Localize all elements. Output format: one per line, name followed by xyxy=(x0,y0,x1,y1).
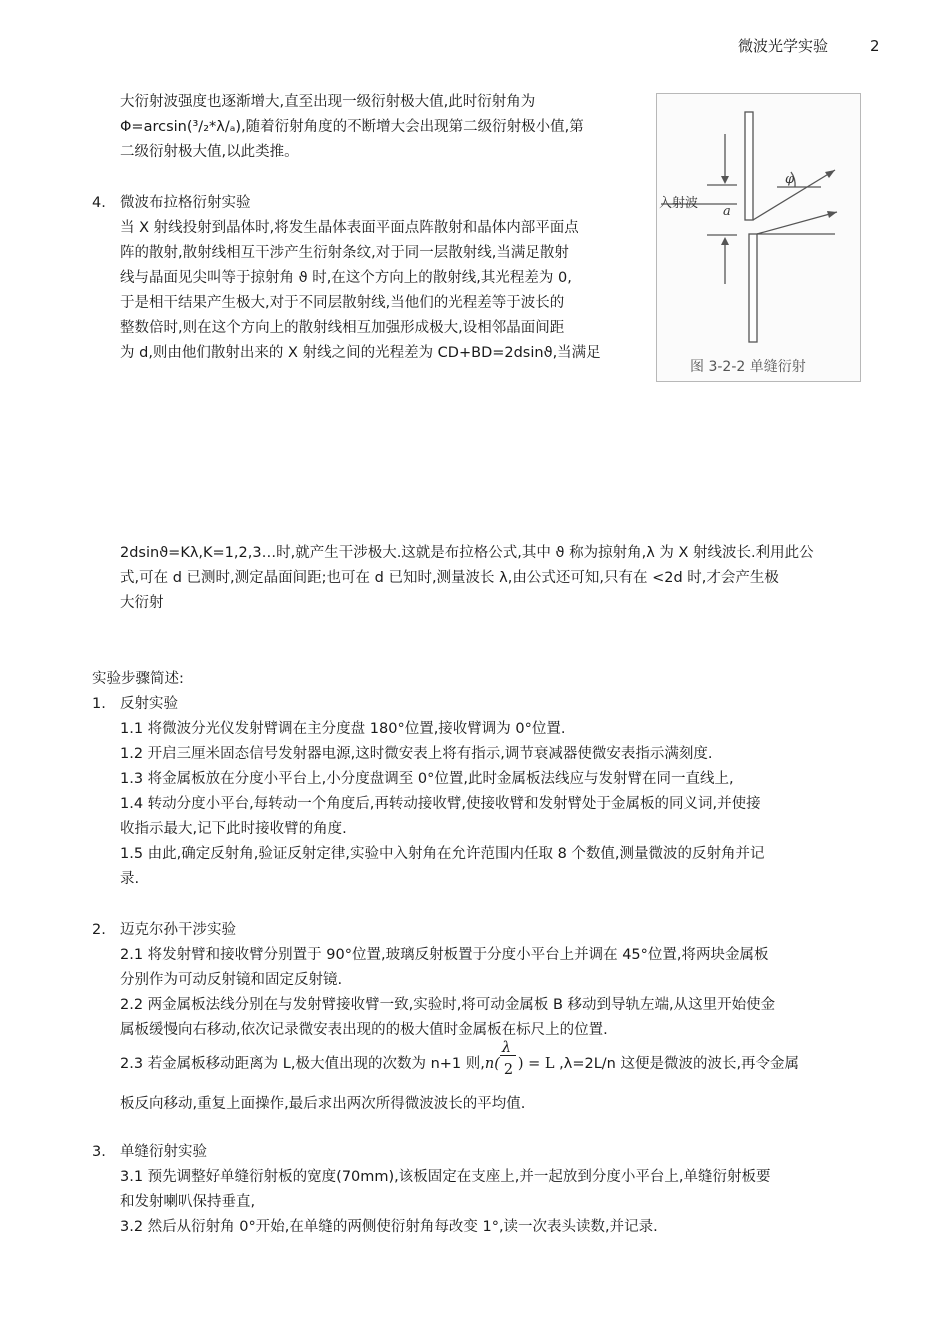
intro-line-3: 二级衍射极大值,以此类推。 xyxy=(120,144,299,160)
step-3-line: 3.1 预先调整好单缝衍射板的宽度(70mm),该板固定在支座上,并一起放到分度小平台上,单缝衍射板要 xyxy=(120,1169,771,1185)
step-2-3-line xyxy=(120,1040,800,1078)
section-4-line: 为 d,则由他们散射出来的 X 射线之间的光程差为 CD+BD=2dsinϑ,当满足 xyxy=(120,345,601,361)
single-slit-diagram xyxy=(657,94,860,381)
formula-n: n( xyxy=(484,1056,500,1072)
single-slit-figure xyxy=(656,93,861,382)
incident-wave-label: 入射波 xyxy=(659,196,699,211)
section-4-continuation: 大衍射 xyxy=(120,595,164,611)
section-4-number: 4. xyxy=(92,195,106,211)
fraction-bar xyxy=(500,1055,516,1056)
step-1-line: 1.2 开启三厘米固态信号发射器电源,这时微安表上将有指示,调节衰减器使微安表指示满刻度. xyxy=(120,746,713,762)
step-1-line: 1.5 由此,确定反射角,验证反射定律,实验中入射角在允许范围内任取 8 个数值,测量微波的反射角并记 xyxy=(120,846,765,862)
step-2-line: 板反向移动,重复上面操作,最后求出两次所得微波波长的平均值. xyxy=(120,1096,526,1112)
section-4-title: 微波布拉格衍射实验 xyxy=(120,195,251,211)
step-1-line: 收指示最大,记下此时接收臂的角度. xyxy=(120,821,347,837)
intro-line-2 xyxy=(120,117,584,137)
section-4-line: 整数倍时,则在这个方向上的散射线相互加强形成极大,设相邻晶面间距 xyxy=(120,320,565,336)
section-4-line: 阵的散射,散射线相互干涉产生衍射条纹,对于同一层散射线,当满足散射 xyxy=(120,245,569,261)
figure-caption: 图 3-2-2 单缝衍射 xyxy=(690,359,806,375)
step-1-line: 1.1 将微波分光仪发射臂调在主分度盘 180°位置,接收臂调为 0°位置. xyxy=(120,721,566,737)
step-2-title: 迈克尔孙干涉实验 xyxy=(120,922,236,938)
step-3-number: 3. xyxy=(92,1144,106,1160)
step-1-line: 1.3 将金属板放在分度小平台上,小分度盘调至 0°位置,此时金属板法线应与发射臂在同一直线上, xyxy=(120,771,734,787)
steps-heading: 实验步骤简述: xyxy=(92,671,184,687)
step-2-3-pre: 2.3 若金属板移动距离为 L,极大值出现的次数为 n+1 则, xyxy=(120,1056,485,1072)
section-4-line: 线与晶面见尖叫等于掠射角 ϑ 时,在这个方向上的散射线,其光程差为 0, xyxy=(120,270,572,286)
step-3-line: 3.2 然后从衍射角 0°开始,在单缝的两侧使衍射角每改变 1°,读一次表头读数,并记录. xyxy=(120,1219,658,1235)
slit-width-label: a xyxy=(723,204,731,219)
intro-line-1: 大衍射波强度也逐渐增大,直至出现一级衍射极大值,此时衍射角为 xyxy=(120,94,536,110)
lambda-over-two xyxy=(500,1040,518,1078)
formula-two: 2 xyxy=(503,1062,514,1078)
step-1-number: 1. xyxy=(92,696,106,712)
step-2-line: 分别作为可动反射镜和固定反射镜. xyxy=(120,972,343,988)
intro-line-2-text: ,随着衍射角度的不断增大会出现第二级衍射极小值,第 xyxy=(241,119,584,135)
section-4-continuation: 2dsinϑ=Kλ,K=1,2,3…时,就产生干涉极大.这就是布拉格公式,其中 ϑ 称为掠射角,λ 为 X 射线波长.利用此公 xyxy=(120,545,814,561)
phi-formula: Φ=arcsin(³/₂*λ/ₐ) xyxy=(120,119,242,135)
formula-lambda: λ xyxy=(501,1040,512,1056)
step-2-line: 2.2 两金属板法线分别在与发射臂接收臂一致,实验时,将可动金属板 B 移动到导轨左端,从这里开始使金 xyxy=(120,997,776,1013)
step-2-line: 属板缓慢向右移动,依次记录微安表出现的的极大值时金属板在标尺上的位置. xyxy=(120,1022,608,1038)
angle-label: φ xyxy=(785,172,795,187)
step-1-title: 反射实验 xyxy=(120,696,178,712)
page-number: 2 xyxy=(870,37,880,55)
step-2-number: 2. xyxy=(92,922,106,938)
step-1-line: 1.4 转动分度小平台,每转动一个角度后,再转动接收臂,使接收臂和发射臂处于金属板的同义词,并使接 xyxy=(120,796,761,812)
step-2-3-post: ,λ=2L/n 这便是微波的波长,再令金属 xyxy=(554,1056,800,1072)
formula-eq: ) = L xyxy=(517,1056,555,1072)
step-2-line: 2.1 将发射臂和接收臂分别置于 90°位置,玻璃反射板置于分度小平台上并调在 45°位置,将两块金属板 xyxy=(120,947,769,963)
section-4-line: 于是相干结果产生极大,对于不同层散射线,当他们的光程差等于波长的 xyxy=(120,295,565,311)
step-3-title: 单缝衍射实验 xyxy=(120,1144,207,1160)
section-4-line: 当 X 射线投射到晶体时,将发生晶体表面平面点阵散射和晶体内部平面点 xyxy=(120,220,579,236)
step-3-line: 和发射喇叭保持垂直, xyxy=(120,1194,256,1210)
step-1-line: 录. xyxy=(120,871,140,887)
header-title: 微波光学实验 xyxy=(738,37,829,55)
section-4-continuation: 式,可在 d 已测时,测定晶面间距;也可在 d 已知时,测量波长 λ,由公式还可知,只有在 <2d 时,才会产生极 xyxy=(120,570,779,586)
